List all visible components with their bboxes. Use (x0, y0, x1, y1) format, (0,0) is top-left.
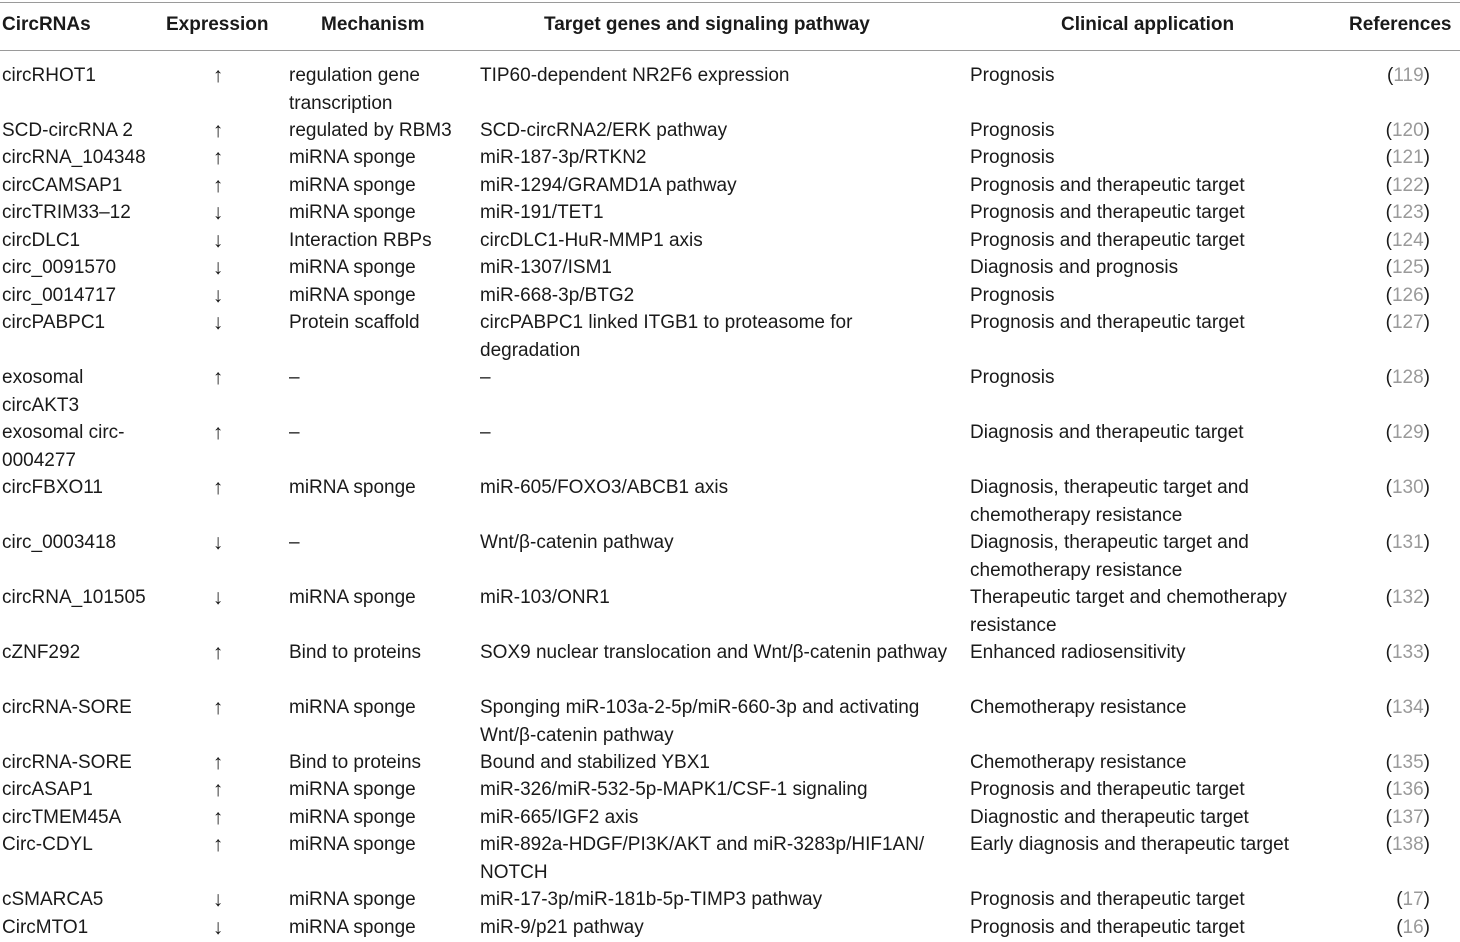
ref-close-paren: ) (1423, 147, 1430, 168)
reference-link[interactable]: 120 (1391, 120, 1424, 141)
ref-open-paren: ( (1387, 65, 1394, 86)
reference-link[interactable]: 122 (1391, 175, 1424, 196)
reference-link[interactable]: 135 (1391, 752, 1424, 773)
cell-circrna: SCD-circRNA 2 (2, 120, 133, 141)
cell-clinical: Diagnosis, therapeutic target and chemotherapy resistance (970, 532, 1249, 581)
cell-expression: ↑ (212, 119, 224, 142)
cell-circrna: circ_0003418 (2, 532, 117, 553)
cell-clinical: Prognosis and therapeutic target (970, 202, 1245, 223)
cell-circrna: circASAP1 (2, 779, 93, 800)
cell-expression: ↓ (212, 229, 224, 252)
cell-reference (1368, 914, 1430, 942)
reference-link[interactable]: 132 (1391, 587, 1424, 608)
cell-expression: ↑ (212, 366, 224, 389)
header-mechanism: Mechanism (321, 14, 425, 35)
cell-target: Sponging miR-103a-2-5p/miR-660-3p and activating Wnt/β-catenin pathway (480, 697, 920, 746)
cell-clinical: Diagnosis and prognosis (970, 257, 1179, 278)
cell-circrna: exosomal circAKT3 (2, 367, 84, 416)
cell-mechanism: miRNA sponge (289, 477, 416, 498)
cell-target: SCD-circRNA2/ERK pathway (480, 120, 728, 141)
cell-target: circPABPC1 linked ITGB1 to proteasome for degradation (480, 312, 853, 361)
cell-reference (1368, 144, 1430, 172)
cell-mechanism: miRNA sponge (289, 889, 416, 910)
reference-link[interactable]: 126 (1391, 285, 1424, 306)
cell-reference (1368, 254, 1430, 282)
header-clinical: Clinical application (1061, 14, 1235, 35)
cell-expression: ↑ (212, 174, 224, 197)
ref-open-paren: ( (1396, 889, 1403, 910)
cell-mechanism: Interaction RBPs (289, 230, 432, 251)
cell-target: miR-1294/GRAMD1A pathway (480, 175, 737, 196)
reference-link[interactable]: 131 (1391, 532, 1424, 553)
ref-close-paren: ) (1423, 697, 1430, 718)
ref-close-paren: ) (1423, 257, 1430, 278)
ref-close-paren: ) (1423, 779, 1430, 800)
ref-open-paren: ( (1385, 834, 1392, 855)
cell-clinical: Early diagnosis and therapeutic target (970, 834, 1289, 855)
ref-open-paren: ( (1385, 532, 1392, 553)
reference-link[interactable]: 121 (1391, 147, 1424, 168)
cell-target: SOX9 nuclear translocation and Wnt/β-catenin pathway (480, 642, 948, 663)
cell-target: miR-9/p21 pathway (480, 917, 644, 938)
ref-open-paren: ( (1385, 202, 1392, 223)
ref-open-paren: ( (1385, 779, 1392, 800)
cell-circrna: circRNA-SORE (2, 697, 132, 718)
cell-circrna: circTRIM33–12 (2, 202, 131, 223)
cell-target: miR-605/FOXO3/ABCB1 axis (480, 477, 729, 498)
cell-mechanism: miRNA sponge (289, 917, 416, 938)
cell-reference (1368, 364, 1430, 392)
cell-target: miR-668-3p/BTG2 (480, 285, 635, 306)
cell-expression: ↓ (212, 586, 224, 609)
ref-open-paren: ( (1385, 807, 1392, 828)
cell-expression: ↑ (212, 476, 224, 499)
cell-mechanism: miRNA sponge (289, 257, 416, 278)
cell-expression: ↓ (212, 311, 224, 334)
cell-circrna: cSMARCA5 (2, 889, 104, 910)
cell-clinical: Diagnostic and therapeutic target (970, 807, 1249, 828)
cell-target: miR-103/ONR1 (480, 587, 610, 608)
header-targets: Target genes and signaling pathway (544, 14, 870, 35)
cell-target: TIP60-dependent NR2F6 expression (480, 65, 790, 86)
cell-mechanism: miRNA sponge (289, 807, 416, 828)
reference-link[interactable]: 136 (1391, 779, 1424, 800)
cell-clinical: Prognosis and therapeutic target (970, 175, 1245, 196)
cell-target: Wnt/β-catenin pathway (480, 532, 674, 553)
cell-circrna: circCAMSAP1 (2, 175, 123, 196)
cell-expression: ↑ (212, 751, 224, 774)
cell-mechanism: Protein scaffold (289, 312, 420, 333)
cell-clinical: Enhanced radiosensitivity (970, 642, 1186, 663)
ref-close-paren: ) (1423, 285, 1430, 306)
ref-open-paren: ( (1385, 147, 1392, 168)
cell-clinical: Prognosis and therapeutic target (970, 779, 1245, 800)
cell-reference (1368, 639, 1430, 667)
cell-expression: ↓ (212, 256, 224, 279)
cell-target: – (480, 367, 491, 388)
ref-open-paren: ( (1385, 230, 1392, 251)
reference-link[interactable]: 134 (1391, 697, 1424, 718)
reference-link[interactable]: 128 (1391, 367, 1424, 388)
cell-reference (1368, 584, 1430, 612)
cell-mechanism: – (289, 367, 300, 388)
reference-link[interactable]: 125 (1391, 257, 1424, 278)
cell-reference (1368, 309, 1430, 337)
ref-close-paren: ) (1423, 230, 1430, 251)
cell-circrna: circDLC1 (2, 230, 81, 251)
cell-circrna: Circ-CDYL (2, 834, 93, 855)
ref-close-paren: ) (1423, 642, 1430, 663)
cell-reference (1368, 749, 1430, 777)
ref-close-paren: ) (1423, 312, 1430, 333)
ref-open-paren: ( (1385, 422, 1392, 443)
cell-clinical: Prognosis (970, 65, 1055, 86)
cell-mechanism: regulation gene transcription (289, 65, 420, 114)
cell-clinical: Chemotherapy resistance (970, 752, 1187, 773)
cell-reference (1368, 117, 1430, 145)
cell-expression: ↓ (212, 531, 224, 554)
cell-clinical: Therapeutic target and chemotherapy resistance (970, 587, 1287, 636)
cell-reference (1368, 804, 1430, 832)
cell-clinical: Prognosis and therapeutic target (970, 312, 1245, 333)
cell-circrna: circRNA-SORE (2, 752, 132, 773)
ref-open-paren: ( (1385, 367, 1392, 388)
header-top-rule (0, 2, 1460, 3)
cell-circrna: cZNF292 (2, 642, 81, 663)
cell-mechanism: – (289, 532, 300, 553)
cell-clinical: Prognosis and therapeutic target (970, 230, 1245, 251)
reference-link[interactable]: 124 (1391, 230, 1424, 251)
reference-link[interactable]: 138 (1391, 834, 1424, 855)
header-circrnas: CircRNAs (2, 14, 91, 35)
ref-close-paren: ) (1423, 477, 1430, 498)
ref-close-paren: ) (1423, 175, 1430, 196)
cell-expression: ↑ (212, 421, 224, 444)
cell-clinical: Prognosis and therapeutic target (970, 889, 1245, 910)
cell-circrna: CircMTO1 (2, 917, 89, 938)
cell-clinical: Prognosis (970, 147, 1055, 168)
ref-open-paren: ( (1385, 642, 1392, 663)
cell-circrna: circRNA_104348 (2, 147, 146, 168)
cell-clinical: Prognosis (970, 120, 1055, 141)
ref-open-paren: ( (1385, 285, 1392, 306)
ref-close-paren: ) (1423, 65, 1430, 86)
cell-mechanism: regulated by RBM3 (289, 120, 452, 141)
ref-close-paren: ) (1423, 917, 1430, 938)
ref-close-paren: ) (1423, 202, 1430, 223)
cell-reference (1368, 694, 1430, 722)
header-references: References (1349, 14, 1452, 35)
cell-circrna: circ_0091570 (2, 257, 117, 278)
cell-mechanism: miRNA sponge (289, 834, 416, 855)
ref-open-paren: ( (1385, 312, 1392, 333)
ref-close-paren: ) (1423, 587, 1430, 608)
cell-reference (1368, 776, 1430, 804)
cell-reference (1368, 831, 1430, 859)
cell-mechanism: Bind to proteins (289, 642, 422, 663)
cell-target: circDLC1-HuR-MMP1 axis (480, 230, 703, 251)
cell-target: miR-191/TET1 (480, 202, 604, 223)
ref-close-paren: ) (1423, 532, 1430, 553)
cell-circrna: circTMEM45A (2, 807, 122, 828)
cell-target: miR-665/IGF2 axis (480, 807, 639, 828)
ref-close-paren: ) (1423, 889, 1430, 910)
ref-close-paren: ) (1423, 807, 1430, 828)
reference-link[interactable]: 119 (1393, 65, 1424, 86)
cell-circrna: circRHOT1 (2, 65, 96, 86)
reference-link[interactable]: 127 (1391, 312, 1424, 333)
cell-reference (1368, 172, 1430, 200)
cell-mechanism: miRNA sponge (289, 779, 416, 800)
ref-open-paren: ( (1385, 175, 1392, 196)
cell-circrna: exosomal circ-0004277 (2, 422, 125, 471)
cell-reference (1368, 419, 1430, 447)
ref-open-paren: ( (1385, 587, 1392, 608)
cell-circrna: circRNA_101505 (2, 587, 146, 608)
cell-clinical: Prognosis (970, 367, 1055, 388)
cell-mechanism: miRNA sponge (289, 175, 416, 196)
cell-clinical: Chemotherapy resistance (970, 697, 1187, 718)
ref-close-paren: ) (1423, 367, 1430, 388)
cell-expression: ↑ (212, 696, 224, 719)
header-expression: Expression (166, 14, 269, 35)
cell-mechanism: miRNA sponge (289, 587, 416, 608)
cell-circrna: circFBXO11 (2, 477, 104, 498)
cell-target: miR-1307/ISM1 (480, 257, 612, 278)
cell-reference (1368, 199, 1430, 227)
header-bottom-rule (0, 50, 1460, 51)
cell-target: miR-187-3p/RTKN2 (480, 147, 647, 168)
cell-reference (1368, 529, 1430, 557)
cell-target: miR-892a-HDGF/PI3K/AKT and miR-3283p/HIF1AN/ NOTCH (480, 834, 925, 883)
cell-reference (1368, 227, 1430, 255)
cell-reference (1368, 474, 1430, 502)
cell-expression: ↑ (212, 64, 224, 87)
cell-circrna: circ_0014717 (2, 285, 117, 306)
cell-expression: ↓ (212, 888, 224, 911)
ref-close-paren: ) (1423, 834, 1430, 855)
cell-target: Bound and stabilized YBX1 (480, 752, 710, 773)
cell-mechanism: Bind to proteins (289, 752, 422, 773)
reference-link[interactable]: 137 (1391, 807, 1424, 828)
reference-link[interactable]: 133 (1391, 642, 1424, 663)
ref-open-paren: ( (1396, 917, 1403, 938)
cell-mechanism: miRNA sponge (289, 202, 416, 223)
ref-close-paren: ) (1423, 752, 1430, 773)
reference-link[interactable]: 129 (1391, 422, 1424, 443)
cell-mechanism: miRNA sponge (289, 285, 416, 306)
cell-clinical: Diagnosis, therapeutic target and chemotherapy resistance (970, 477, 1249, 526)
cell-target: miR-17-3p/miR-181b-5p-TIMP3 pathway (480, 889, 823, 910)
cell-expression: ↑ (212, 641, 224, 664)
cell-expression: ↓ (212, 284, 224, 307)
cell-expression: ↑ (212, 778, 224, 801)
cell-clinical: Diagnosis and therapeutic target (970, 422, 1244, 443)
cell-expression: ↑ (212, 833, 224, 856)
ref-close-paren: ) (1423, 422, 1430, 443)
table-header (0, 14, 1460, 42)
cell-mechanism: miRNA sponge (289, 697, 416, 718)
reference-link[interactable]: 16 (1402, 917, 1424, 938)
ref-close-paren: ) (1423, 120, 1430, 141)
reference-link[interactable]: 17 (1402, 889, 1424, 910)
cell-expression: ↓ (212, 201, 224, 224)
ref-open-paren: ( (1385, 752, 1392, 773)
cell-expression: ↑ (212, 806, 224, 829)
cell-expression: ↓ (212, 916, 224, 939)
cell-reference (1368, 282, 1430, 310)
cell-mechanism: miRNA sponge (289, 147, 416, 168)
cell-clinical: Prognosis and therapeutic target (970, 917, 1245, 938)
ref-open-paren: ( (1385, 120, 1392, 141)
reference-link[interactable]: 123 (1391, 202, 1424, 223)
cell-target: miR-326/miR-532-5p-MAPK1/CSF-1 signaling (480, 779, 868, 800)
ref-open-paren: ( (1385, 477, 1392, 498)
cell-expression: ↑ (212, 146, 224, 169)
ref-open-paren: ( (1385, 257, 1392, 278)
cell-target: – (480, 422, 491, 443)
reference-link[interactable]: 130 (1391, 477, 1424, 498)
cell-circrna: circPABPC1 (2, 312, 106, 333)
cell-reference (1368, 886, 1430, 914)
ref-open-paren: ( (1385, 697, 1392, 718)
cell-mechanism: – (289, 422, 300, 443)
cell-reference (1368, 62, 1430, 90)
cell-clinical: Prognosis (970, 285, 1055, 306)
